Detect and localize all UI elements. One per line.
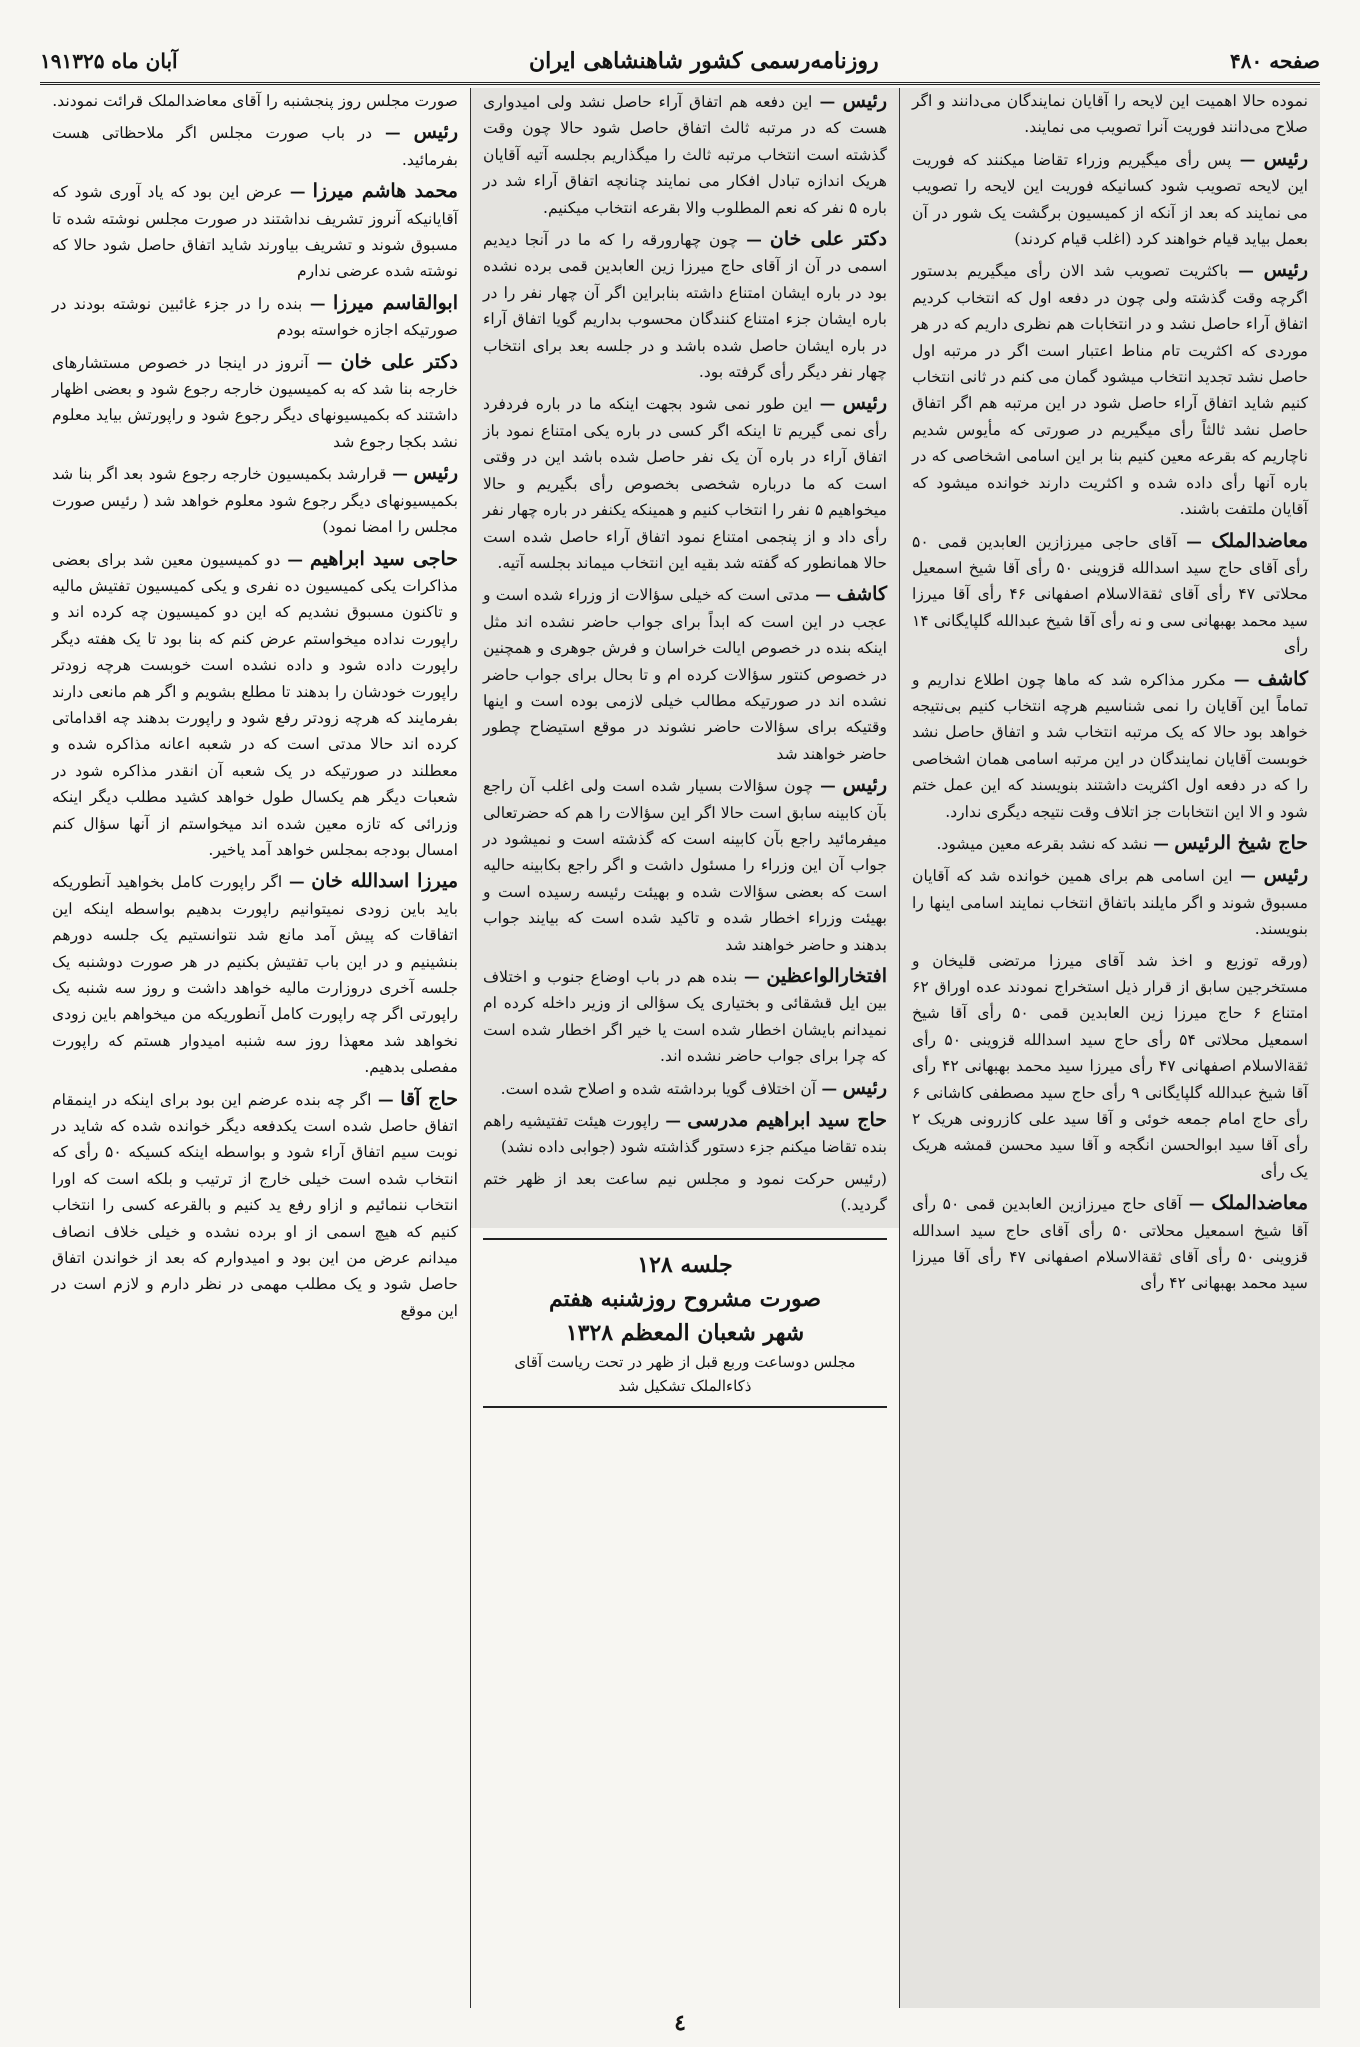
dash-separator: — — [1228, 261, 1264, 281]
paragraph — [483, 772, 887, 958]
column-middle-shaded — [471, 88, 899, 1228]
speaker-name: رئیس — [842, 1076, 887, 1099]
paragraph — [52, 349, 458, 456]
speaker-name: کاشف — [836, 583, 888, 606]
dash-separator: — — [372, 123, 414, 143]
paragraph-text: باکثریت تصویب شد الان رأی میگیریم بدستور اگرچه وقت گذشته ولی چون در دفعه اول که انتخاب کردیم اتفاق آراء حاصل نشد و در انتخابات هم نظری داریم که در هر موردی که اکثریت تام مناط اعتبار است اگر در مرتبه اول حاصل نشد تجدید انتخاب میشود گمان می کنم در ثانی انتخاب کنیم شاید اتفاق آراء حاصل شود در این مرتبه هم اگر اتفاق حاصل نشد ثالثاً رأی میگیریم در صورتی که مأیوس شدیم ناچاریم که بقرعه معین کنیم بنا بر این اسامی اشخاصی که در باره آنها رأی داده شده و اکثریت دارند خوانده میشود که آقایان ملتفت باشند. — [912, 262, 1308, 519]
page-number: ٤ — [674, 2010, 686, 2036]
dash-separator: — — [1176, 531, 1212, 551]
paragraph-text: راپورت هیئت تفتیشیه راهم بنده تقاضا میکنم جزء دستور گذاشته شود (جوابی داده نشد) — [483, 1112, 887, 1157]
speaker-name: افتخارالواعظین — [766, 965, 887, 987]
dash-separator: — — [308, 352, 341, 372]
dash-separator: — — [1181, 1194, 1212, 1214]
dash-separator: — — [659, 1111, 688, 1131]
speaker-name: رئیس — [842, 392, 887, 415]
dash-separator: — — [812, 92, 843, 111]
paragraph-text: بنده هم در باب اوضاع جنوب و اختلاف بین ایل قشقائی و بختیاری یک سؤالی از وزیر داخله کرده ام نمیدانم بایشان اخطار شده است یا خیر اگر اخطار شده است که چرا برای جواب حاضر نشده اند. — [483, 968, 887, 1066]
speaker-name: حاج سید ابراهیم مدرسی — [687, 1109, 887, 1132]
text-columns — [40, 88, 1320, 2008]
paragraph-text: آنروز در اینجا در خصوص مستشارهای خارجه بنا شد که به کمیسیون خارجه رجوع شود و بعضی اظهار داشتند که بکمیسیونهای دیگر رجوع شود و راپورتش بیاید معلوم نشد بکجا رجوع شد — [52, 353, 458, 451]
header-page-label: صفحه ۴۸۰ — [1230, 49, 1320, 73]
paragraph-text: مکرر مذاکره شد که ماها چون اطلاع نداریم و تماماً این آقایان را نمی شناسیم هرچه انتخاب کنیم بی‌نتیجه خواهد بود حالا که یک مرتبه انتخاب شد و اتفاق حاصل نشد خوبست آقایان نمایندگان در این مرتبه اسامی همان اشخاصی را که در دفعه اول اکثریت داشتند بنویسند که این عمل ختم شود و الا این انتخابات جز اتلاف وقت نتیجه دیگری ندارد. — [912, 670, 1308, 821]
paragraph — [912, 862, 1308, 942]
dash-separator: — — [1147, 833, 1175, 853]
paragraph-text: در باب صورت مجلس اگر ملاحظاتی هست بفرمائید. — [52, 124, 458, 169]
column-middle — [470, 88, 900, 2008]
column-right — [900, 88, 1320, 2008]
paragraph-text: نموده حالا اهمیت این لایحه را آقایان نمایندگان می‌دانند و اگر صلاح می‌دانند فوریت آنرا تصویب می نمایند. — [912, 92, 1308, 137]
speaker-name: رئیس — [842, 90, 888, 112]
dash-separator: — — [1225, 669, 1258, 689]
speaker-name: دکتر علی خان — [769, 228, 888, 251]
session-body: مجلس دوساعت وربع قبل از ظهر در تحت ریاست آقای ذکاءالملک تشکیل شد — [514, 1352, 856, 1395]
speaker-name: رئیس — [413, 121, 458, 144]
column-left — [40, 88, 470, 2008]
paragraph-text: پس رأی میگیریم وزراء تقاضا میکنند که فوریت این لایحه تصویب شود کسانیکه فوریت این لایحه را تصویب می نمایند که بعد از آنکه از کمیسیون برگشت یک شور در آن بعمل بیاید قیام خواهند کرد (اغلب قیام کردند) — [912, 150, 1308, 249]
dash-separator: — — [371, 1089, 401, 1109]
paragraph-text: این اسامی هم برای همین خوانده شد که آقایان مسبوق شوند و اگر مایلند باتفاق انتخاب نمایند اسامی اینها را بنویسند. — [912, 867, 1308, 939]
paragraph-text: صورت مجلس روز پنجشنبه را آقای معاضدالملک قرائت نمودند. — [52, 92, 458, 110]
speaker-name: دکتر علی خان — [340, 350, 458, 373]
paragraph — [912, 528, 1308, 661]
speaker-name: حاج شیخ الرئیس — [1174, 831, 1308, 854]
speaker-name: رئیس — [413, 462, 458, 485]
dash-separator: — — [386, 464, 414, 484]
paragraph-text: اگر راپورت کامل بخواهید آنطوریکه باید باین زودی نمیتوانیم راپورت بدهیم بواسطه اینکه این اتفاقات که پیش آمد مانع شد نتوانستیم یک جلسه دورهم بنشینیم و در این باب تفتیش بکنیم در هر صورت دوشنبه یک جلسه آخری دروزارت مالیه خواهد داشت و روز سه شنبه یک راپورتی اگر چه راپورت کامل آنطوریکه من میخواهم باین زودی نخواهد شد معهذا روز سه شنبه امیدوار هستم که راپورت مفصلی بدهیم. — [52, 873, 458, 1077]
speaker-name: رئیس — [1263, 864, 1309, 887]
paragraph-text: مدتی است که خیلی سؤالات از وزراء شده است و عجب در این است که ابداً برای جواب حاضر نشده اند مثل اینکه بنده در خصوص ایالت خراسان و فرش جوهری و همچنین در خصوص کنتور سؤالات کرده ام و تا بحال برای جواب حاضر نشده اند در صورتیکه مطالب خیلی لازمی بوده است و اینها وقتیکه برای سؤالات حاضر نشوند در موقع استیضاح چطور حاضر خواهند شد — [483, 586, 887, 763]
paragraph-text: چون چهارورقه را که ما در آنجا دیدیم اسمی در آن از آقای حاج میرزا زین العابدین قمی برده نشده بود در باره ایشان امتناع داشته بنابراین اگر آن چهار نفر را در باره ایشان جزء امتناع کنندگان محسوب بداریم گویا اتفاق آراء در باره ایشان حاصل شده باشد و در جلسه بعد برای انتخاب چهار نفر دیگر رأی گرفته بود. — [483, 231, 887, 382]
paragraph-text: این دفعه هم اتفاق آراء حاصل نشد ولی امیدواری هست که در مرتبه ثالث اتفاق حاصل شود حالا چون وقت گذشته است انتخاب مرتبه ثالث را میگذاریم بجلسه آتیه آقایان هریک اندازه تبادل افکار می نمایند چنانچه اتفاق آراء شد در باره ۵ نفر که نعم المطلوب والا بقرعه انتخاب میکنیم. — [483, 93, 887, 217]
dash-separator: — — [302, 293, 333, 313]
header-title: روزنامه‌رسمی کشور شاهنشاهی ایران — [528, 48, 879, 74]
session-title: صورت مشروح روزشنبه هفتم — [548, 1285, 822, 1312]
paragraph — [483, 1075, 887, 1102]
session-heading — [483, 1238, 887, 1408]
paragraph — [912, 948, 1308, 1186]
speaker-name: ابوالقاسم میرزا — [332, 291, 458, 314]
paragraph — [52, 88, 458, 114]
dash-separator: — — [1232, 866, 1264, 886]
paragraph — [483, 1166, 887, 1219]
paragraph — [483, 1107, 887, 1161]
speaker-name: رئیس — [1263, 259, 1308, 282]
speaker-name: حاج آقا — [400, 1087, 458, 1110]
paragraph-text: اگر چه بنده عرضم این بود برای اینکه در اینمقام اتفاق حاصل شده است یکدفعه دیگر خوانده شده که شاید در نوبت سیم اتفاق آراء شود و بواسطه اینکه کسیکه ۵۰ رأی که انتخاب شده است خیلی خارج از ترتیب و بلکه است که اورا انتخاب ننمائیم و ازاو رفع ید کنیم و بالقرعه کسی را انتخاب کنیم که هیچ اسمی از او برده نشده و خیلی خلاف انصاف میدانم عرض من این بود و امیدوارم که بعد از خواندن اتفاق حاصل شود و یک مطلب مهمی در نظر دارم و لازم است در این موقع — [52, 1090, 458, 1320]
paragraph — [52, 868, 458, 1080]
paragraph-text: بنده را در جزء غائبین نوشته بودند در صورتیکه اجازه خواسته بودم — [52, 294, 458, 340]
paragraph-text: (ورقه توزیع و اخذ شد آقای میرزا مرتضی قلیخان و مستخرجین سابق از قرار ذیل استخراج نمودند عده اوراق ۶۲ امتناع ۶ حاج میرزا زین العابدین قمی ۵۰ رأی آقا شیخ اسمعیل محلاتی ۵۴ رأی حاج سید اسدالله قزوینی ۵۰ رأی ثقةالاسلام اصفهانی ۴۷ رأی میرزا سید محمد بهبهانی ۴۲ رأی آقا شیخ عبدالله گلپایگانی ۹ رأی حاج سید مصطفی کاشانی ۶ رأی حاج امام جمعه خوئی و آقا سید علی کازرونی هریک ۲ رأی آقا سید ابوالحسن انگجه و آقا سید محسن قمشه هریک یک رأی — [912, 951, 1309, 1181]
paragraph — [912, 146, 1308, 253]
paragraph — [912, 1190, 1308, 1297]
speaker-name: معاضدالملک — [1211, 1192, 1309, 1215]
dash-separator: — — [280, 549, 311, 569]
dash-separator: — — [282, 182, 313, 202]
paragraph — [912, 257, 1308, 522]
paragraph-text: چون سؤالات بسیار شده است ولی اغلب آن راجع بآن کابینه سابق است حالا اگر این سؤالات را هم که حضرتعالی میفرمائید راجع بآن کابینه است که گذشته است و نمیشود در جواب آن این وزراء را مسئول داشت و اگر راجع بکابینه حالیه است که بعضی سؤالات شده و بهیئت رئیسه رسیده است و بهیئت وزراء اخطار شده و تاکید شده است که بیایند جواب بدهند و حاضر خواهند شد — [483, 777, 887, 954]
dash-separator: — — [816, 1078, 843, 1098]
speaker-name: کاشف — [1257, 667, 1308, 690]
paragraph — [52, 546, 458, 864]
paragraph-text: آقای حاج میرزازین العابدین قمی ۵۰ رأی آقا شیخ اسمعیل محلاتی ۵۰ رأی آقای حاج سید اسدالله قزوینی ۵۰ رأی آقای ثقةالاسلام اصفهانی ۴۷ رأی آقا میرزا سید محمد بهبهانی ۴۲ رأی — [912, 1195, 1308, 1293]
paragraph — [483, 390, 887, 576]
paragraph-text: قرارشد بکمیسیون خارجه رجوع شود بعد اگر بنا شد بکمیسیونهای دیگر رجوع شود معلوم خواهد شد ( رئیس صورت مجلس را امضا نمود) — [52, 465, 458, 537]
page-header — [40, 40, 1320, 85]
paragraph — [483, 581, 887, 767]
dash-separator: — — [738, 230, 770, 250]
paragraph-text: این طور نمی شود بجهت اینکه ما در باره فردفرد رأی نمی گیریم تا اینکه اگر کسی در باره یکی امتناع نمود باز اتفاق آراء در باره آن یک نفر حاصل شده باشد این در وقتی است که ما درباره شخصی بخصوص رأی بگیریم و حالا میخواهیم ۵ نفر را انتخاب کنیم و همینکه یکنفر در باره چهار نفر رأی داد و از پنجمی امتناع نمود اتفاق آراء حاصل شده است حالا همانطور که گفته شد بقیه این انتخاب میماند بجلسه آتیه. — [483, 395, 887, 572]
speaker-name: معاضدالملک — [1211, 529, 1308, 552]
paragraph — [52, 178, 458, 285]
paragraph-text: عرض این بود که یاد آوری شود که آقایانیکه آنروز تشریف نداشتند در صورت مجلس نوشته شده تا مسبوق شوند و تشریف بیاورند شاید اتفاق حاصل شود حالا که نوشته شده عرضی ندارم — [52, 183, 458, 281]
dash-separator: — — [813, 776, 843, 796]
speaker-name: رئیس — [1263, 147, 1309, 170]
session-date: شهر شعبان المعظم ۱۳۲۸ — [565, 1319, 805, 1346]
paragraph — [52, 119, 458, 173]
paragraph — [912, 88, 1308, 141]
dash-separator: — — [1231, 149, 1264, 169]
paragraph-text: آن اختلاف گویا برداشته شده و اصلاح شده است. — [500, 1079, 817, 1098]
paragraph-text: آقای حاجی میرزازین العابدین قمی ۵۰ رأی آقای حاج سید اسدالله قزوینی ۵۰ رأی آقا شیخ اسمعیل محلاتی ۴۷ رأی آقای ثقةالاسلام اصفهانی ۴۶ رأی آقا میرزا سید محمد بهبهانی سی و نه رأی آقا شیخ عبدالله گلپایگانی ۱۴ رأی — [912, 532, 1308, 657]
dash-separator: — — [809, 585, 837, 605]
speaker-name: رئیس — [842, 774, 888, 797]
session-number: جلسه ۱۲۸ — [637, 1251, 733, 1278]
paragraph — [483, 226, 887, 385]
speaker-name: محمد هاشم میرزا — [312, 180, 458, 203]
paragraph — [483, 963, 887, 1070]
dash-separator: — — [737, 967, 767, 986]
dash-separator: — — [282, 872, 312, 892]
paragraph — [912, 666, 1308, 825]
paragraph — [912, 830, 1308, 857]
speaker-name: میرزا اسدالله خان — [311, 870, 458, 893]
speaker-name: حاجی سید ابراهیم — [310, 547, 458, 570]
paragraph — [52, 1086, 458, 1325]
paragraph-text: دو کمیسیون معین شد برای بعضی مذاکرات یکی کمیسیون ده نفری و یکی کمیسیون تفتیش مالیه و تاکنون مسبوق نشدیم که این دو کمیسیون چه کرده اند و راپورت نداده میخواستم عرض کنم که بنا بود تا یک هفته دیگر راپورت داده شود و داده نشده است خوبست هرچه زودتر راپورت خودشان را بدهند تا مطلع بشویم و اگر هم مانعی دارند بفرمایند که هرچه زودتر رفع شود و راپورت بدهند چه اقداماتی کرده اند حالا مدتی است که در شعبه اعانه مذاکره شده و معطلند در صورتیکه در یک شعبه آن انقدر مذاکره شود در شعبات دیگر هم یکسال طول خواهد کشید مطلب دیگر اینکه وزرائی که تازه معین شده اند میخواستم از آنها سؤال کنم امسال بودجه بمجلس خواهد آمد یاخیر. — [52, 550, 458, 859]
paragraph — [52, 460, 458, 540]
header-date: ۱۹آبان ماه ۱۳۲۵ — [40, 49, 178, 73]
paragraph — [52, 290, 458, 344]
dash-separator: — — [812, 394, 843, 414]
paragraph-text: نشد که نشد بقرعه معین میشود. — [936, 834, 1148, 853]
paragraph-text: (رئیس حرکت نمود و مجلس نیم ساعت بعد از ظهر ختم گردید.) — [483, 1169, 887, 1215]
paragraph — [483, 88, 887, 221]
